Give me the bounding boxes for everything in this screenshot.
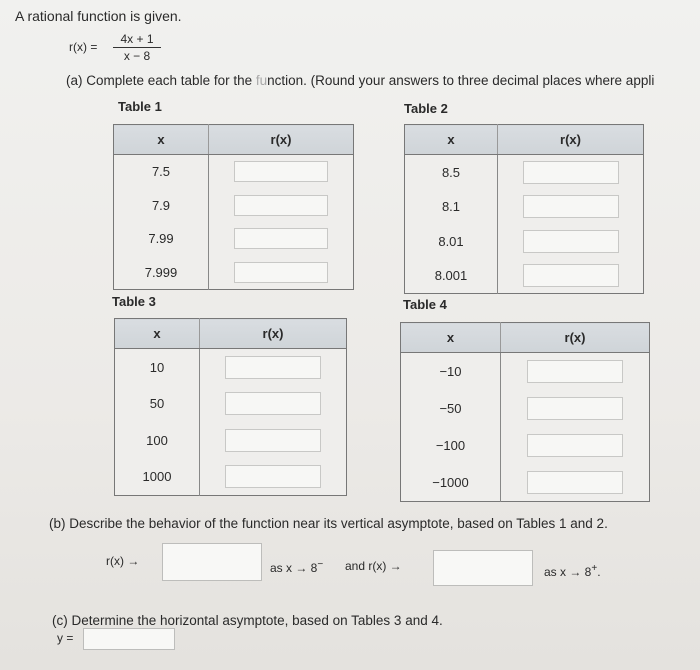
rx-answer-input[interactable] bbox=[225, 465, 321, 488]
rx-answer-input[interactable] bbox=[527, 471, 623, 494]
table-4-title: Table 4 bbox=[403, 297, 447, 312]
table-2 bbox=[404, 124, 644, 294]
table-4 bbox=[400, 322, 650, 502]
table-3-title: Table 3 bbox=[112, 294, 156, 309]
x-value: 7.999 bbox=[114, 256, 209, 290]
table-row bbox=[405, 259, 644, 294]
rx-answer-input[interactable] bbox=[527, 360, 623, 383]
x-value: 8.01 bbox=[405, 224, 498, 259]
part-a-instructions: (a) Complete each table for the function. (Round your answers to three decimal places where appli bbox=[66, 73, 655, 88]
table-3 bbox=[114, 318, 347, 496]
x-value: 7.9 bbox=[114, 189, 209, 223]
rx-answer-input[interactable] bbox=[234, 228, 328, 249]
table-row bbox=[115, 386, 347, 423]
col-x: x bbox=[405, 125, 498, 155]
rx-answer-input[interactable] bbox=[225, 392, 321, 415]
table-row bbox=[401, 353, 650, 391]
table-row bbox=[114, 189, 354, 223]
rx-answer-input[interactable] bbox=[234, 195, 328, 216]
table-row bbox=[401, 390, 650, 427]
col-x: x bbox=[115, 319, 200, 349]
x-value: 7.5 bbox=[114, 155, 209, 189]
left-limit-input[interactable] bbox=[162, 543, 262, 581]
denominator: x − 8 bbox=[123, 49, 151, 63]
x-value: 7.99 bbox=[114, 222, 209, 256]
rx-answer-input[interactable] bbox=[523, 161, 619, 184]
table-1 bbox=[113, 124, 354, 290]
y-label: y = bbox=[57, 631, 74, 645]
col-x: x bbox=[114, 125, 209, 155]
col-rx: r(x) bbox=[498, 125, 644, 155]
as-x-to-8-plus-label: as x → 8+. bbox=[544, 563, 601, 579]
table-row bbox=[115, 422, 347, 459]
part-b-instructions: (b) Describe the behavior of the function near its vertical asymptote, based on Tables 1 and 2. bbox=[49, 516, 608, 531]
table-2-title: Table 2 bbox=[404, 101, 448, 116]
table-row bbox=[401, 464, 650, 502]
x-value: 8.1 bbox=[405, 190, 498, 225]
rx-answer-input[interactable] bbox=[225, 356, 321, 379]
rx-answer-input[interactable] bbox=[527, 397, 623, 420]
table-row bbox=[115, 349, 347, 386]
table-row bbox=[405, 155, 644, 190]
col-x: x bbox=[401, 323, 501, 353]
function-label: r(x) = bbox=[69, 40, 98, 54]
x-value: 10 bbox=[115, 349, 200, 386]
rx-answer-input[interactable] bbox=[234, 161, 328, 182]
rx-answer-input[interactable] bbox=[225, 429, 321, 452]
and-rx-arrow-label: and r(x) → bbox=[345, 559, 402, 573]
function-fraction bbox=[113, 32, 161, 63]
table-row bbox=[405, 224, 644, 259]
table-row bbox=[405, 190, 644, 225]
rx-answer-input[interactable] bbox=[523, 195, 619, 218]
table-row bbox=[114, 256, 354, 290]
x-value: 50 bbox=[115, 386, 200, 423]
rx-answer-input[interactable] bbox=[527, 434, 623, 457]
rx-answer-input[interactable] bbox=[523, 230, 619, 253]
table-row bbox=[115, 459, 347, 496]
col-rx: r(x) bbox=[209, 125, 354, 155]
col-rx: r(x) bbox=[501, 323, 650, 353]
x-value: 100 bbox=[115, 422, 200, 459]
table-1-title: Table 1 bbox=[118, 99, 162, 114]
x-value: 1000 bbox=[115, 459, 200, 496]
table-row bbox=[401, 427, 650, 464]
x-value: −1000 bbox=[401, 464, 501, 502]
x-value: 8.5 bbox=[405, 155, 498, 190]
part-c-instructions: (c) Determine the horizontal asymptote, based on Tables 3 and 4. bbox=[52, 613, 443, 628]
rx-arrow-label: r(x) → bbox=[106, 554, 140, 568]
rx-answer-input[interactable] bbox=[234, 262, 328, 283]
horizontal-asymptote-input[interactable] bbox=[83, 628, 175, 650]
x-value: −50 bbox=[401, 390, 501, 427]
intro-text: A rational function is given. bbox=[15, 8, 182, 24]
numerator: 4x + 1 bbox=[113, 32, 161, 48]
x-value: 8.001 bbox=[405, 259, 498, 294]
col-rx: r(x) bbox=[200, 319, 347, 349]
right-limit-input[interactable] bbox=[433, 550, 533, 586]
x-value: −100 bbox=[401, 427, 501, 464]
as-x-to-8-minus-label: as x → 8− bbox=[270, 559, 324, 575]
x-value: −10 bbox=[401, 353, 501, 391]
rx-answer-input[interactable] bbox=[523, 264, 619, 287]
table-row bbox=[114, 155, 354, 189]
table-row bbox=[114, 222, 354, 256]
